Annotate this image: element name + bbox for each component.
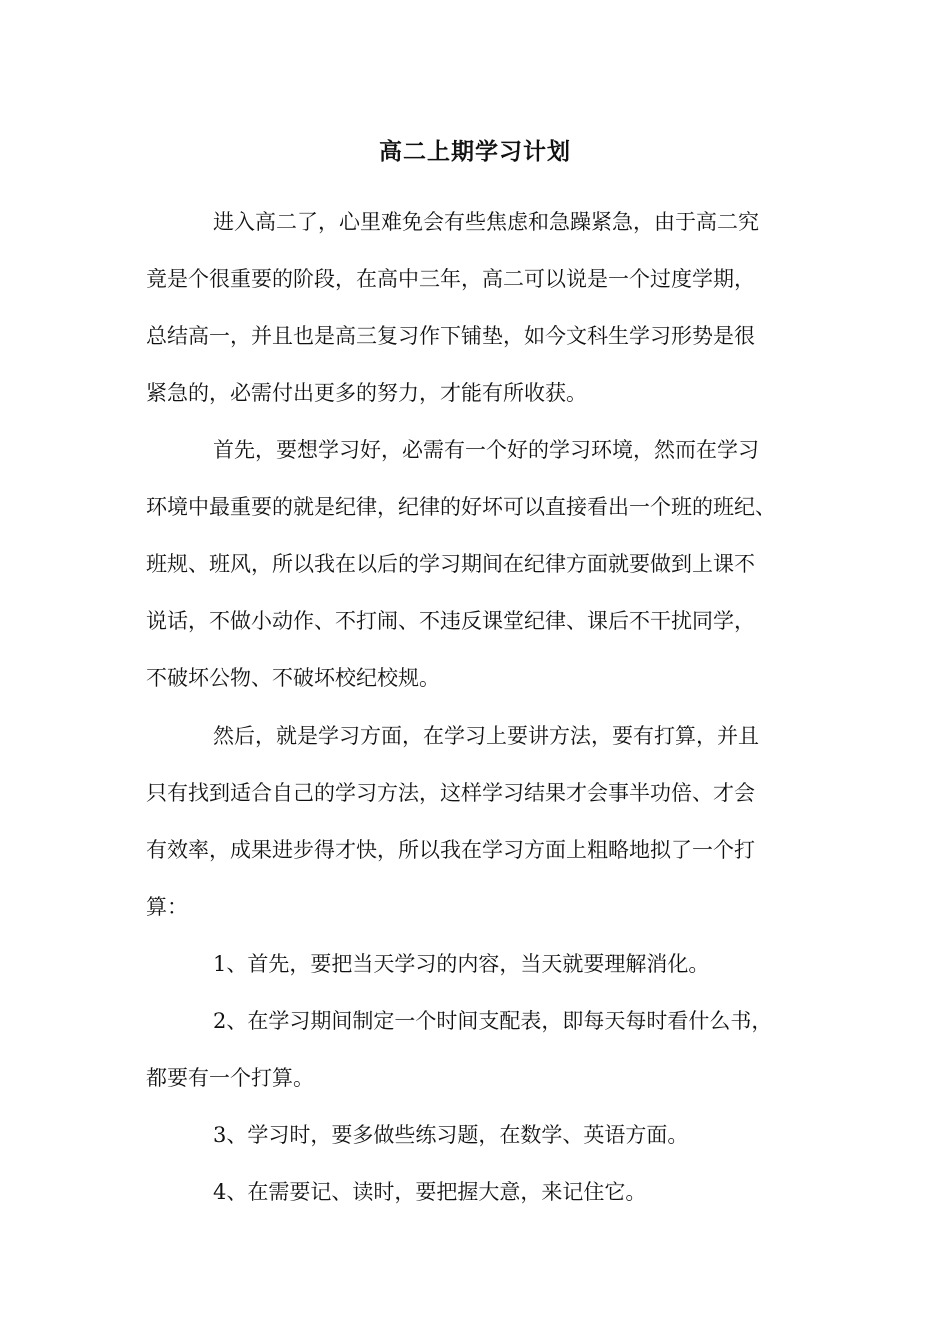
- list-item-continuation: 都要有一个打算。: [146, 1066, 314, 1090]
- document-title: 高二上期学习计划: [379, 138, 571, 165]
- paragraph-line: 总结高一，并且也是高三复习作下铺垫，如今文科生学习形势是很: [146, 324, 755, 348]
- paragraph-line: 说话，不做小动作、不打闹、不违反课堂纪律、课后不干扰同学，: [146, 609, 755, 633]
- paragraph-line: 然后，就是学习方面，在学习上要讲方法，要有打算，并且: [213, 724, 759, 748]
- list-item: 1、首先，要把当天学习的内容，当天就要理解消化。: [213, 952, 710, 976]
- list-item: 2、在学习期间制定一个时间支配表，即每天每时看什么书，: [213, 1009, 773, 1033]
- paragraph-line: 进入高二了，心里难免会有些焦虑和急躁紧急，由于高二究: [213, 210, 759, 234]
- paragraph-line: 竟是个很重要的阶段，在高中三年，高二可以说是一个过度学期，: [146, 267, 755, 291]
- paragraph-line: 只有找到适合自己的学习方法，这样学习结果才会事半功倍、才会: [146, 781, 755, 805]
- paragraph-line: 紧急的，必需付出更多的努力，才能有所收获。: [146, 381, 587, 405]
- paragraph-line: 首先，要想学习好，必需有一个好的学习环境，然而在学习: [213, 438, 759, 462]
- paragraph-line: 不破坏公物、不破坏校纪校规。: [146, 666, 440, 690]
- paragraph-line: 有效率，成果进步得才快，所以我在学习方面上粗略地拟了一个打: [146, 838, 755, 862]
- paragraph-line: 班规、班风，所以我在以后的学习期间在纪律方面就要做到上课不: [146, 552, 755, 576]
- paragraph-line: 算：: [146, 895, 188, 919]
- paragraph-line: 环境中最重要的就是纪律，纪律的好坏可以直接看出一个班的班纪、: [146, 495, 776, 519]
- list-item: 3、学习时，要多做些练习题，在数学、英语方面。: [213, 1123, 689, 1147]
- list-item: 4、在需要记、读时，要把握大意，来记住它。: [213, 1180, 647, 1204]
